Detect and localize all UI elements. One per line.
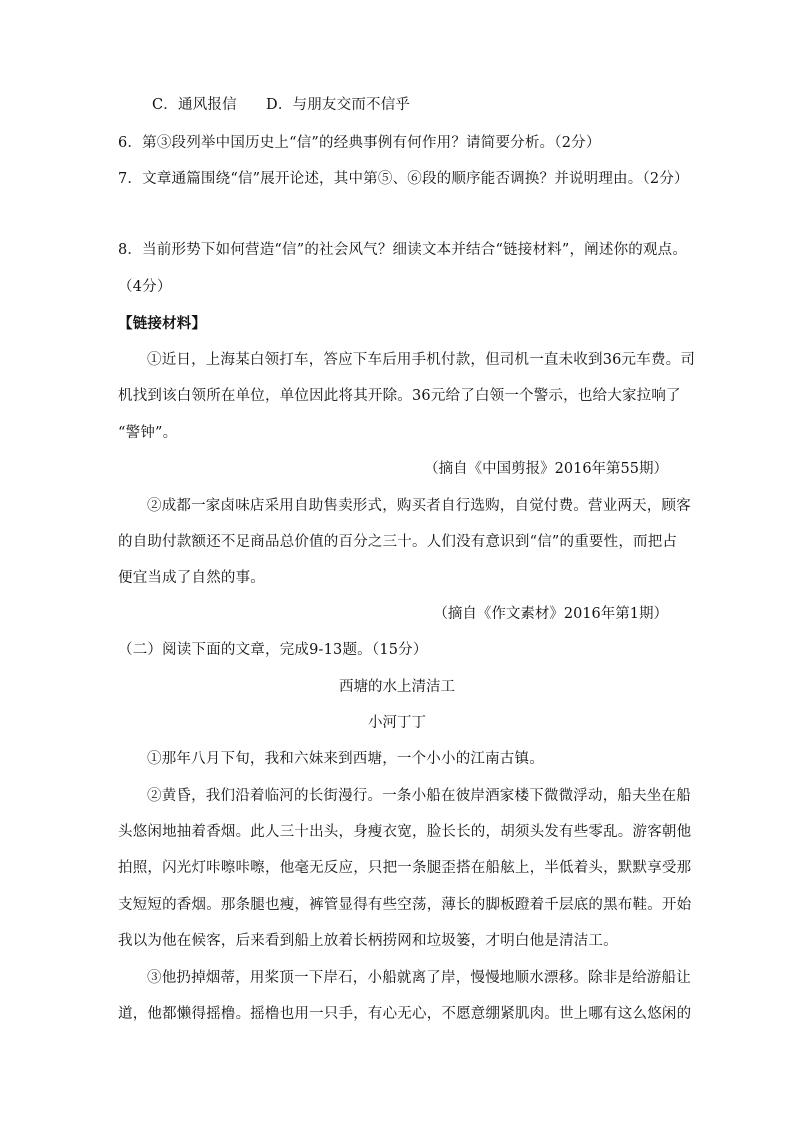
section-2-intro: （二）阅读下面的文章，完成9-13题。（15分） [118, 642, 428, 658]
article-paragraph-line: 头悠闲地抽着香烟。此人三十出头，身瘦衣宽，脸长长的，胡须头发有些零乱。游客朝他 [118, 824, 692, 840]
article-paragraph-line: 支短短的香烟。那条腿也瘦，裤管显得有些空荡，薄长的脚板蹬着千层底的黑布鞋。开始 [118, 897, 692, 913]
option-c: C．通风报信 [152, 97, 237, 113]
article-paragraph-line: 拍照，闪光灯咔嚓咔嚓，他毫无反应，只把一条腿歪搭在船舷上，半低着头，默默享受那 [118, 860, 692, 876]
article-title: 西塘的水上清洁工 [339, 679, 455, 695]
material-2-source: （摘自《作文素材》2016年第1期） [433, 606, 668, 622]
material-2-line: ②成都一家卤味店采用自助售卖形式，购买者自行选购，自觉付费。营业两天，顾客 [147, 498, 691, 514]
question-8: 8．当前形势下如何营造“信”的社会风气？细读文本并结合“链接材料”，阐述你的观点。 [118, 242, 688, 258]
article-paragraph-line: ①那年八月下旬，我和六妹来到西塘，一个小小的江南古镇。 [147, 751, 544, 767]
article-paragraph-line: 我以为他在候客，后来看到船上放着长柄捞网和垃圾篓，才明白他是清洁工。 [118, 933, 618, 949]
option-d: D．与朋友交而不信乎 [266, 97, 411, 113]
material-1-line: “警钟”。 [118, 425, 178, 441]
link-material-heading: 【链接材料】 [118, 315, 207, 332]
question-8-score: （4分） [118, 279, 172, 295]
article-paragraph-line: ③他扔掉烟蒂，用桨顶一下岸石，小船就离了岸，慢慢地顺水漂移。除非是给游船让 [147, 970, 691, 986]
question-6: 6．第③段列举中国历史上“信”的经典事例有何作用？请简要分析。（2分） [118, 135, 601, 151]
article-paragraph-line: ②黄昏，我们沿着临河的长街漫行。一条小船在彼岸酒家楼下微微浮动，船夫坐在船 [147, 788, 691, 804]
article-author: 小河丁丁 [368, 715, 426, 731]
material-2-line: 的自助付款额还不足商品总价值的百分之三十。人们没有意识到“信”的重要性，而把占 [118, 534, 678, 550]
material-1-line: ①近日，上海某白领打车，答应下车后用手机付款，但司机一直未收到36元车费。司 [147, 352, 696, 368]
question-7: 7．文章通篇围绕“信”展开论述，其中第⑤、⑥段的顺序能否调换？并说明理由。（2分） [118, 171, 689, 187]
article-paragraph-line: 道，他都懒得摇橹。摇橹也用一只手，有心无心，不愿意绷紧肌肉。世上哪有这么悠闲的 [118, 1006, 692, 1022]
material-1-source: （摘自《中国剪报》2016年第55期） [424, 461, 668, 477]
material-1-line: 机找到该白领所在单位，单位因此将其开除。36元给了白领一个警示，也给大家拉响了 [118, 388, 681, 404]
material-2-line: 便宜当成了自然的事。 [118, 570, 265, 586]
